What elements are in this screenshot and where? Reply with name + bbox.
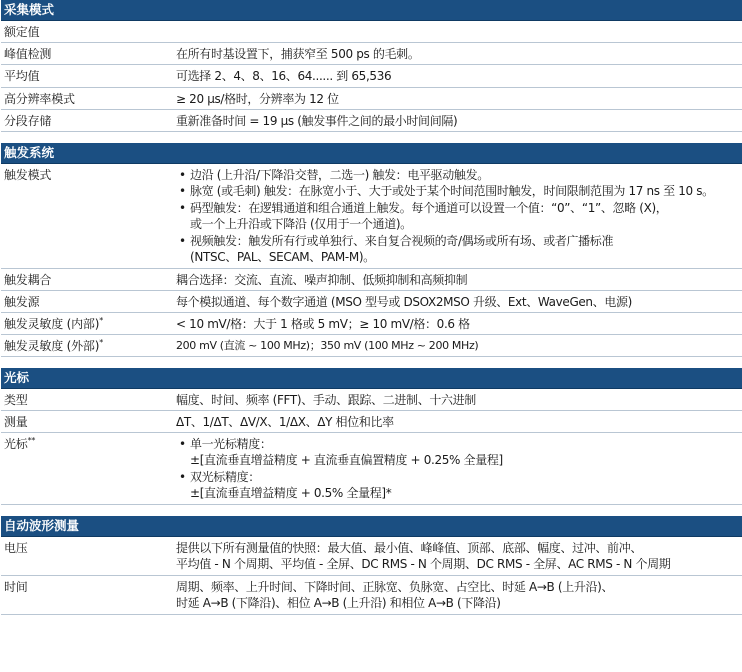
spec-row-cursor-measure <box>1 411 742 433</box>
spec-row-peak-detect <box>1 43 742 65</box>
row-value: 周期、频率、上升时间、下降时间、正脉宽、负脉宽、占空比、时延 A→B (上升沿)、 时延 A→B (下降沿)、相位 A→B (上升沿) 和相位 A→B (下降沿) <box>176 579 614 611</box>
row-value <box>172 433 742 504</box>
spec-row-time <box>1 576 742 615</box>
spec-row-trigger-source <box>1 291 742 313</box>
row-value: 每个模拟通道、每个数字通道 (MSO 型号或 DSOX2MSO 升级、Ext、WaveGen、电源) <box>176 294 632 309</box>
footnote-mark: * <box>99 315 103 325</box>
trigger-mode-list <box>176 167 738 266</box>
row-value: 可选择 2、4、8、16、64...... 到 65,536 <box>176 69 392 84</box>
spec-row-trigger-coupling <box>1 269 742 291</box>
row-label: 类型 <box>4 392 28 407</box>
cursor-accuracy-list <box>176 436 738 502</box>
row-value: ≥ 20 μs/格时，分辨率为 12 位 <box>176 91 339 106</box>
row-label: 电压 <box>4 540 28 555</box>
spec-row-trigger-sensitivity-external <box>1 335 742 357</box>
row-label: 峰值检测 <box>4 47 52 62</box>
row-label: 触发源 <box>4 294 40 309</box>
row-label: 时间 <box>4 579 28 594</box>
spec-row-average <box>1 65 742 87</box>
bullet-icon: • <box>179 200 186 215</box>
list-item: • 单一光标精度： ±[直流垂直增益精度 + 直流垂直偏置精度 + 0.25% 全量程] <box>179 436 503 468</box>
bullet-icon: • <box>179 233 186 248</box>
spec-row-segmented <box>1 110 742 132</box>
cursor-header: 光标 <box>1 368 742 389</box>
spec-row-cursor-type <box>1 389 742 411</box>
row-label: 触发模式 <box>4 167 52 182</box>
cursor-section <box>1 368 742 505</box>
bullet-icon: • <box>179 167 186 182</box>
spec-row-trigger-mode <box>1 164 742 269</box>
row-value: 幅度、时间、频率 (FFT)、手动、跟踪、二进制、十六进制 <box>176 392 476 407</box>
row-value <box>172 164 742 268</box>
row-label: 触发灵敏度 (外部)* <box>4 337 103 353</box>
list-item: • 边沿 (上升沿/下降沿交替，二选一) 触发：电平驱动触发。 <box>179 167 489 182</box>
row-label: 触发灵敏度 (内部)* <box>4 315 103 331</box>
row-label: 触发耦合 <box>4 272 52 287</box>
row-value: 提供以下所有测量值的快照：最大值、最小值、峰峰值、顶部、底部、幅度、过冲、前冲、 平均值 - N 个周期、平均值 - 全屏、DC RMS - N 个周期、DC RMS - 全屏、AC RMS - N 个周期 <box>176 540 671 572</box>
acquisition-section <box>1 0 742 132</box>
row-value <box>172 21 742 42</box>
footnote-mark: ** <box>27 435 36 445</box>
row-label: 额定值 <box>4 25 40 39</box>
row-value: < 10 mV/格：大于 1 格或 5 mV；≥ 10 mV/格：0.6 格 <box>176 316 470 331</box>
spec-row-cursor-accuracy <box>1 433 742 505</box>
measurement-section <box>1 516 742 615</box>
row-label: 分段存储 <box>4 113 52 128</box>
list-item: • 码型触发：在逻辑通道和组合通道上触发。每个通道可以设置一个值：“0”、“1”、忽略 (X)， 或一个上升沿或下降沿 (仅用于一个通道)。 <box>179 200 668 232</box>
row-value: 在所有时基设置下，捕获窄至 500 ps 的毛刺。 <box>176 47 420 62</box>
row-label: 高分辨率模式 <box>4 91 75 106</box>
acquisition-header: 采集模式 <box>1 0 742 21</box>
list-item: • 脉宽 (或毛刺) 触发：在脉宽小于、大于或处于某个时间范围时触发，时间限制范围为 17 ns 至 10 s。 <box>179 184 714 199</box>
row-value: 200 mV (直流 ~ 100 MHz)；350 mV (100 MHz ~ 200 MHz) <box>176 338 479 352</box>
row-value: ΔT、1/ΔT、ΔV/X、1/ΔX、ΔY 相位和比率 <box>176 414 394 429</box>
spec-row-rated <box>1 21 742 43</box>
row-label: 测量 <box>4 414 28 429</box>
footnote-mark: * <box>99 337 103 347</box>
bullet-icon: • <box>179 184 186 199</box>
row-label: 光标** <box>4 435 36 451</box>
list-item: • 视频触发：触发所有行或单独行、来自复合视频的奇/偶场或所有场、或者广播标准 (NTSC、PAL、SECAM、PAM-M)。 <box>179 233 614 265</box>
bullet-icon: • <box>179 469 186 484</box>
row-value: 耦合选择：交流、直流、噪声抑制、低频抑制和高频抑制 <box>176 272 468 287</box>
spec-row-trigger-sensitivity-internal <box>1 313 742 335</box>
spec-row-voltage <box>1 537 742 576</box>
spec-row-high-res <box>1 88 742 110</box>
row-value: 重新准备时间 = 19 μs (触发事件之间的最小时间间隔) <box>176 113 458 128</box>
measurement-header: 自动波形测量 <box>1 516 742 537</box>
row-label: 平均值 <box>4 69 40 84</box>
trigger-header: 触发系统 <box>1 143 742 164</box>
trigger-section <box>1 143 742 357</box>
list-item: • 双光标精度： ±[直流垂直增益精度 + 0.5% 全量程]* <box>179 469 392 501</box>
bullet-icon: • <box>179 436 186 451</box>
